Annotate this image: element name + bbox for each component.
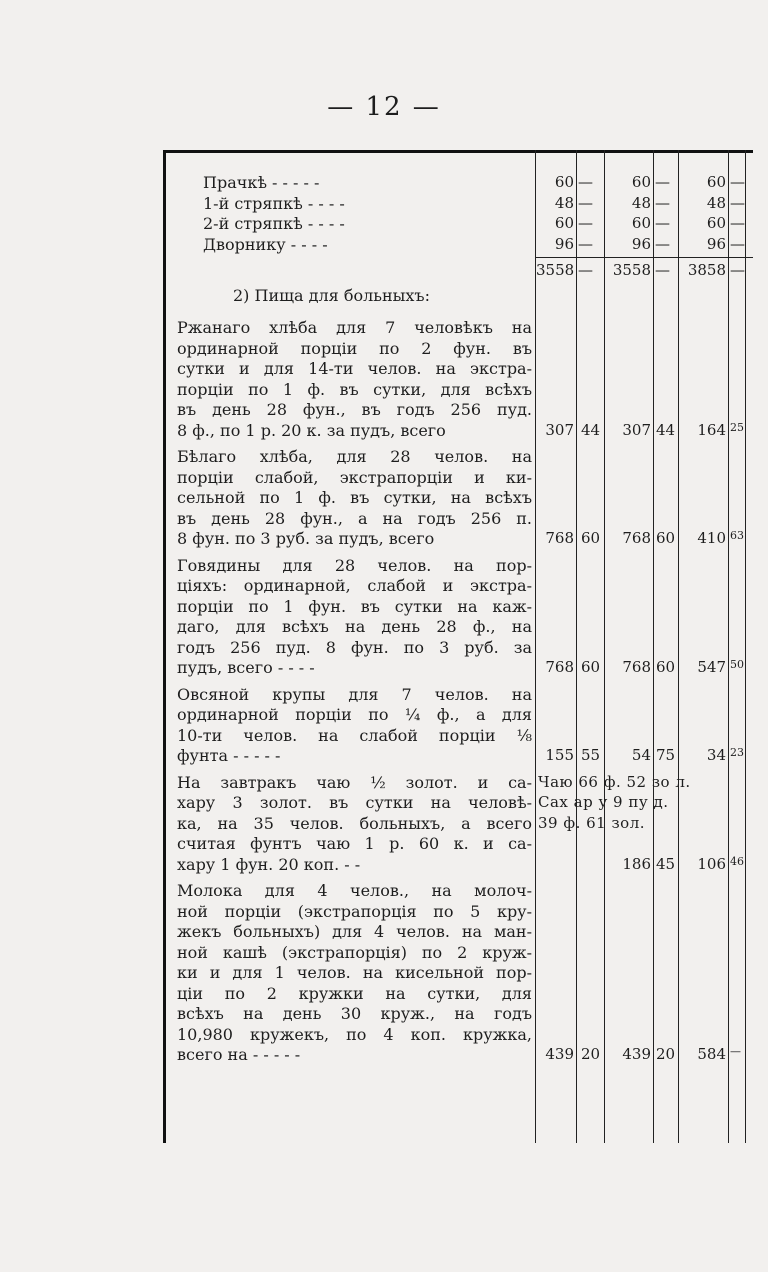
amount-col3-kop: 23 <box>730 746 744 759</box>
amount-col2-rub: 186 <box>622 854 651 873</box>
column-rule <box>745 150 746 1143</box>
table-left-rule <box>163 150 166 1143</box>
amount-col2-rub: 768 <box>622 529 651 547</box>
amount-col3-kop: — <box>730 1045 741 1058</box>
subtotal-col3: 3858 <box>687 261 726 279</box>
entry-text-line: Молока для 4 челов., на молоч- <box>177 881 532 900</box>
entry-text-line: ка, на 35 челов. больныхъ, а всего <box>177 813 532 833</box>
dash-mark: — <box>655 234 670 253</box>
entry-text-line: въ день 28 фун., въ годъ 256 пуд. <box>177 400 532 419</box>
entry-text-line: 10-ти челов. на слабой порціи ⅛ <box>177 725 532 745</box>
entry-text-line: 10,980 кружекъ, по 4 коп. кружка, <box>177 1024 532 1044</box>
amount-col2: 96 <box>631 234 651 253</box>
dash-mark: — <box>578 193 593 212</box>
entry-text-line: всѣхъ на день 30 круж., на годъ <box>177 1004 532 1023</box>
entry-text-line: 8 ф., по 1 р. 20 к. за пудъ, всего <box>177 420 446 440</box>
tea-note: Чаю 66 ф. 52 зо л. <box>538 772 691 791</box>
entry-text-line: даго, для всѣхъ на день 28 ф., на <box>177 617 532 636</box>
entry-text-line: 8 фун. по 3 руб. за пудъ, всего <box>177 529 435 548</box>
amount-col3: 96 <box>706 234 726 253</box>
dash-mark: — <box>730 261 745 279</box>
entry-text-line: сутки и для 14-ти челов. на экстра- <box>177 359 532 378</box>
dash-mark: — <box>730 173 745 191</box>
entry-text-line: пудъ, всего - - - - <box>177 658 315 677</box>
ledger-table <box>163 150 753 1143</box>
entry-text-line: ной кашѣ (экстрапорція) по 2 круж- <box>177 942 532 962</box>
entry-text-line: ординарной порціи по ¼ ф., а для <box>177 705 532 724</box>
staff-row: 2-й стряпкѣ - - - - <box>203 214 345 233</box>
dash-mark: — <box>655 173 670 191</box>
amount-col3-rub: 584 <box>697 1045 726 1063</box>
entry-text-line: хару 3 золот. въ сутки на человѣ- <box>177 793 532 812</box>
dash-mark: — <box>730 234 745 253</box>
amount-col2: 60 <box>631 214 651 232</box>
staff-row: Прачкѣ - - - - - <box>203 173 320 192</box>
amount-col1: 48 <box>554 193 574 212</box>
tea-note: Сах ар у 9 пу д. <box>538 793 669 811</box>
entry-text-line: ординарной порціи по 2 фун. въ <box>177 338 532 358</box>
amount-col3-kop: 25 <box>730 420 744 434</box>
amount-col1: 60 <box>554 214 574 232</box>
dash-mark: — <box>655 214 670 232</box>
entry-text-line: Бѣлаго хлѣба, для 28 челов. на <box>177 447 532 466</box>
amount-col3-rub: 34 <box>706 746 726 764</box>
amount-col2-rub: 54 <box>631 746 651 764</box>
amount-col1-rub: 768 <box>545 658 574 676</box>
entry-text-line: Говядины для 28 челов. на пор- <box>177 555 532 575</box>
entry-text-line: ной порціи (экстрапорція по 5 кру- <box>177 901 532 921</box>
entry-text-line: Ржанаго хлѣба для 7 человѣкъ на <box>177 318 532 337</box>
entry-text-line: порціи по 1 ф. въ сутки, для всѣхъ <box>177 379 532 399</box>
entry-text-line: На завтракъ чаю ½ золот. и са- <box>177 772 532 792</box>
amount-col3-rub: 106 <box>697 854 726 873</box>
amount-col1-rub: 439 <box>545 1045 574 1063</box>
amount-col3: 60 <box>706 214 726 232</box>
column-rule <box>728 150 729 1143</box>
dash-mark: — <box>655 261 670 279</box>
amount-col1-kop: 60 <box>581 658 601 676</box>
amount-col3-kop: 46 <box>730 854 744 868</box>
subtotal-col2: 3558 <box>612 261 651 279</box>
subtotal-col1: 3558 <box>536 261 575 279</box>
entry-text-line: хару 1 фун. 20 коп. - - <box>177 854 361 874</box>
column-rule <box>653 150 654 1143</box>
amount-col2: 48 <box>631 193 651 212</box>
amount-col2-kop: 60 <box>656 529 676 547</box>
amount-col2: 60 <box>631 173 651 191</box>
amount-col1-kop: 44 <box>581 420 601 439</box>
dash-mark: — <box>578 261 593 279</box>
amount-col3: 60 <box>706 173 726 191</box>
entry-text-line: ціяхъ: ординарной, слабой и экстра- <box>177 576 532 595</box>
entry-text-line: Овсяной крупы для 7 челов. на <box>177 684 532 704</box>
section-heading: 2) Пища для больныхъ: <box>233 285 430 305</box>
amount-col1-kop: 55 <box>581 746 601 764</box>
amount-col1-rub: 155 <box>545 746 574 764</box>
amount-col2-kop: 44 <box>656 420 676 439</box>
entry-text-line: порціи по 1 фун. въ сутки на каж- <box>177 596 532 616</box>
amount-col2-kop: 45 <box>656 854 676 873</box>
amount-col2-kop: 20 <box>656 1045 676 1063</box>
column-rule <box>576 150 577 1143</box>
amount-col1-rub: 307 <box>545 420 574 439</box>
amount-col3-rub: 410 <box>697 529 726 547</box>
entry-text-line: въ день 28 фун., а на годъ 256 п. <box>177 508 532 528</box>
column-rule <box>535 150 536 1143</box>
amount-col3-rub: 547 <box>697 658 726 676</box>
entry-text-line: ки и для 1 челов. на кисельной пор- <box>177 963 532 982</box>
column-rule <box>678 150 679 1143</box>
table-top-rule <box>163 150 753 153</box>
entry-text-line: ціи по 2 кружки на сутки, для <box>177 983 532 1003</box>
entry-text-line: порціи слабой, экстрапорціи и ки- <box>177 467 532 487</box>
amount-col2-rub: 439 <box>622 1045 651 1063</box>
amount-col3-kop: 50 <box>730 658 744 671</box>
dash-mark: — <box>730 214 745 232</box>
entry-text-line: годъ 256 пуд. 8 фун. по 3 руб. за <box>177 637 532 657</box>
amount-col3-rub: 164 <box>697 420 726 439</box>
amount-col1-rub: 768 <box>545 529 574 547</box>
dash-mark: — <box>730 193 745 212</box>
staff-row: 1-й стряпкѣ - - - - <box>203 193 345 213</box>
amount-col1: 60 <box>554 173 574 191</box>
entry-text-line: жекъ больныхъ) для 4 челов. на ман- <box>177 922 532 941</box>
amount-col3-kop: 63 <box>730 529 744 542</box>
entry-text-line: считая фунтъ чаю 1 р. 60 к. и са- <box>177 834 532 853</box>
entry-text-line: фунта - - - - - <box>177 746 281 765</box>
entry-text-line: сельной по 1 ф. въ сутки, на всѣхъ <box>177 488 532 507</box>
tea-note: 39 ф. 61 зол. <box>538 813 645 832</box>
page-number: — 12 — <box>327 92 441 122</box>
dash-mark: — <box>578 173 593 191</box>
amount-col1: 96 <box>554 234 574 253</box>
amount-col2-rub: 307 <box>622 420 651 439</box>
dash-mark: — <box>655 193 670 212</box>
amount-col3: 48 <box>706 193 726 212</box>
dash-mark: — <box>578 234 593 253</box>
subtotal-rule <box>535 257 753 258</box>
amount-col1-kop: 20 <box>581 1045 601 1063</box>
staff-row: Дворнику - - - - <box>203 234 328 254</box>
dash-mark: — <box>578 214 593 232</box>
amount-col1-kop: 60 <box>581 529 601 547</box>
entry-text-line: всего на - - - - - <box>177 1045 301 1064</box>
column-rule <box>604 150 605 1143</box>
amount-col2-rub: 768 <box>622 658 651 676</box>
amount-col2-kop: 75 <box>656 746 676 764</box>
amount-col2-kop: 60 <box>656 658 676 676</box>
